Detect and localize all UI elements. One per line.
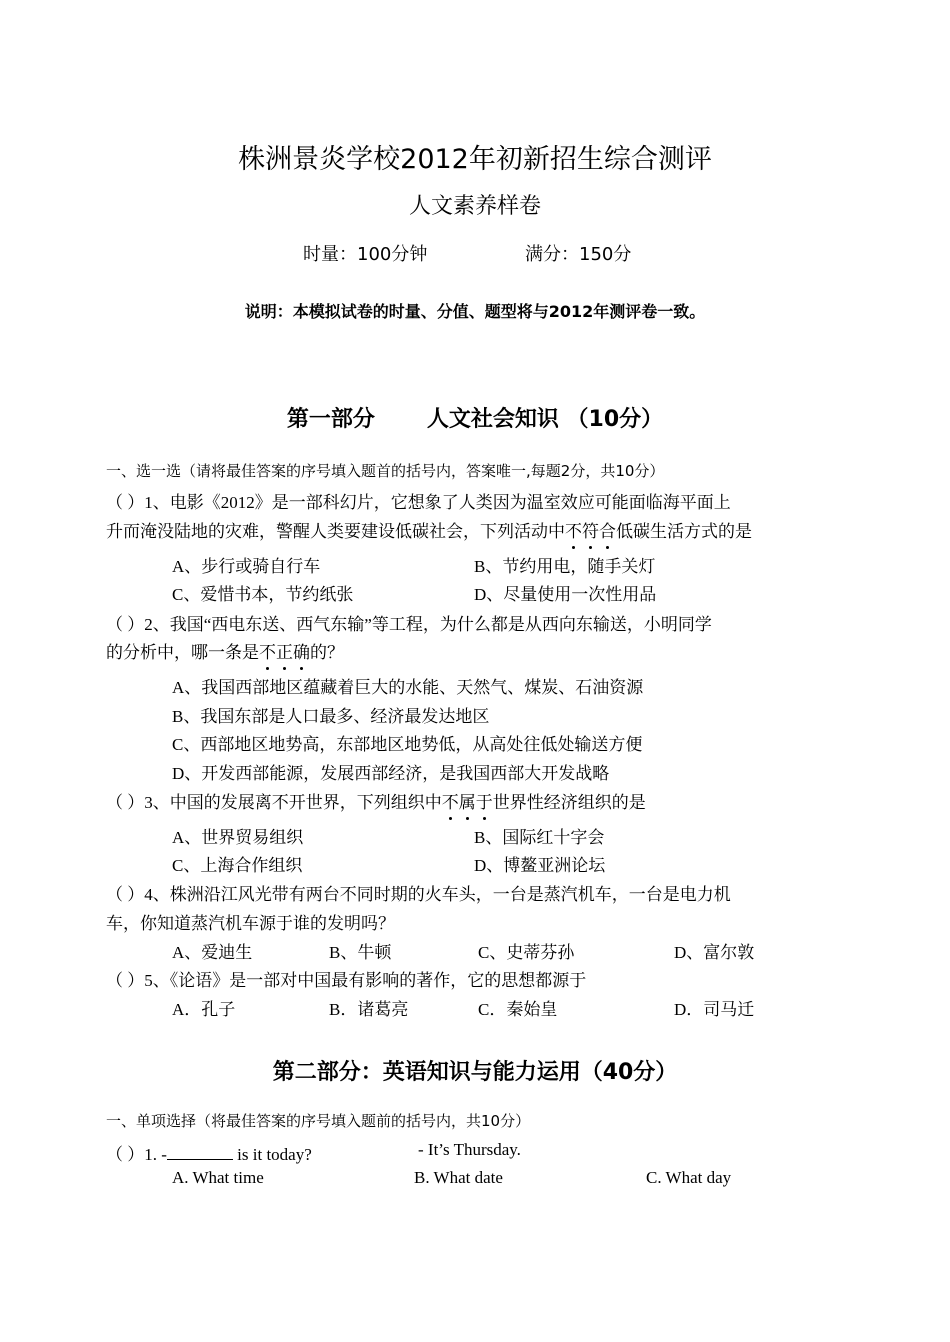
answer-blank[interactable] (167, 1145, 233, 1160)
part1-title-label: 第一部分 (286, 407, 375, 432)
q5-option-a: A．孔子 (172, 1000, 236, 1019)
q2-option-c: C、西部地区地势高，东部地区地势低，从高处往低处输送方便 (172, 735, 643, 754)
q5-option-d: D．司马迁 (674, 1000, 755, 1019)
english-q1-option-a: A. What time (172, 1168, 264, 1187)
q1-line1: （ ）1、电影《2012》是一部科幻片，它想象了人类因为温室效应可能面临海平面上 (106, 493, 731, 512)
q5-option-c: C．秦始皇 (478, 1000, 558, 1019)
english-q1-answer: - It’s Thursday. (418, 1140, 521, 1159)
q2-option-d: D、开发西部能源，发展西部经济，是我国西部大开发战略 (172, 764, 610, 783)
part1-title (0, 402, 950, 433)
part2-title: 第二部分：英语知识与能力运用（40分） (272, 1060, 678, 1085)
exam-subtitle: 人文素养样卷 (408, 194, 541, 219)
q4-option-c: C、史蒂芬孙 (478, 943, 575, 962)
q2-line1: （ ）2、我国“西电东送、西气东输”等工程，为什么都是从西向东输送，小明同学 (106, 615, 712, 634)
q3-option-d: D、博鳌亚洲论坛 (474, 856, 606, 875)
q1-option-b: B、节约用电，随手关灯 (474, 557, 656, 576)
q4-option-a: A、爱迪生 (172, 943, 253, 962)
part2-section-heading: 一、单项选择（将最佳答案的序号填入题前的括号内，共10分） (106, 1112, 531, 1130)
q3-option-c: C、上海合作组织 (172, 856, 303, 875)
q1-option-a: A、步行或骑自行车 (172, 557, 321, 576)
q1-line2: 升而淹没陆地的灾难，警醒人类要建设低碳社会，下列活动中不符合低碳生活方式的是 (106, 517, 752, 542)
english-q1-line: （ ）1. - is it today? (106, 1145, 312, 1164)
q2-line2: 的分析中，哪一条是不正确的？ (106, 638, 344, 663)
q3-line1: （ ）3、中国的发展离不开世界，下列组织中不属于世界性经济组织的是 (106, 788, 646, 813)
english-q1-option-b: B. What date (414, 1168, 503, 1187)
exam-title: 株洲景炎学校2012年初新招生综合测评 (238, 144, 712, 175)
q5-option-b: B．诸葛亮 (329, 1000, 409, 1019)
english-q1-option-c: C. What day (646, 1168, 732, 1187)
q3-option-a: A、世界贸易组织 (172, 828, 304, 847)
q4-option-b: B、牛顿 (329, 943, 392, 962)
q1-option-d: D、尽量使用一次性用品 (474, 585, 657, 604)
q5-line1: （ ）5、《论语》是一部对中国最有影响的著作，它的思想都源于 (106, 971, 587, 990)
q2-option-b: B、我国东部是人口最多、经济最发达地区 (172, 707, 490, 726)
q4-line1: （ ）4、株洲沿江风光带有两台不同时期的火车头，一台是蒸汽机车，一台是电力机 (106, 885, 731, 904)
q2-option-a: A、我国西部地区蕴藏着巨大的水能、天然气、煤炭、石油资源 (172, 678, 644, 697)
full-score: 满分：150分 (525, 244, 632, 265)
time-limit: 时量：100分钟 (303, 244, 428, 265)
part1-title-topic: 人文社会知识 （10分） (426, 407, 664, 432)
exam-note: 说明：本模拟试卷的时量、分值、题型将与2012年测评卷一致。 (244, 302, 706, 321)
q3-option-b: B、国际红十字会 (474, 828, 605, 847)
q1-option-c: C、爱惜书本，节约纸张 (172, 585, 354, 604)
q4-option-d: D、富尔敦 (674, 943, 755, 962)
part1-section-heading: 一、选一选（请将最佳答案的序号填入题首的括号内，答案唯一,每题2分，共10分） (106, 462, 665, 480)
q4-line2: 车，你知道蒸汽机车源于谁的发明吗？ (106, 914, 395, 933)
